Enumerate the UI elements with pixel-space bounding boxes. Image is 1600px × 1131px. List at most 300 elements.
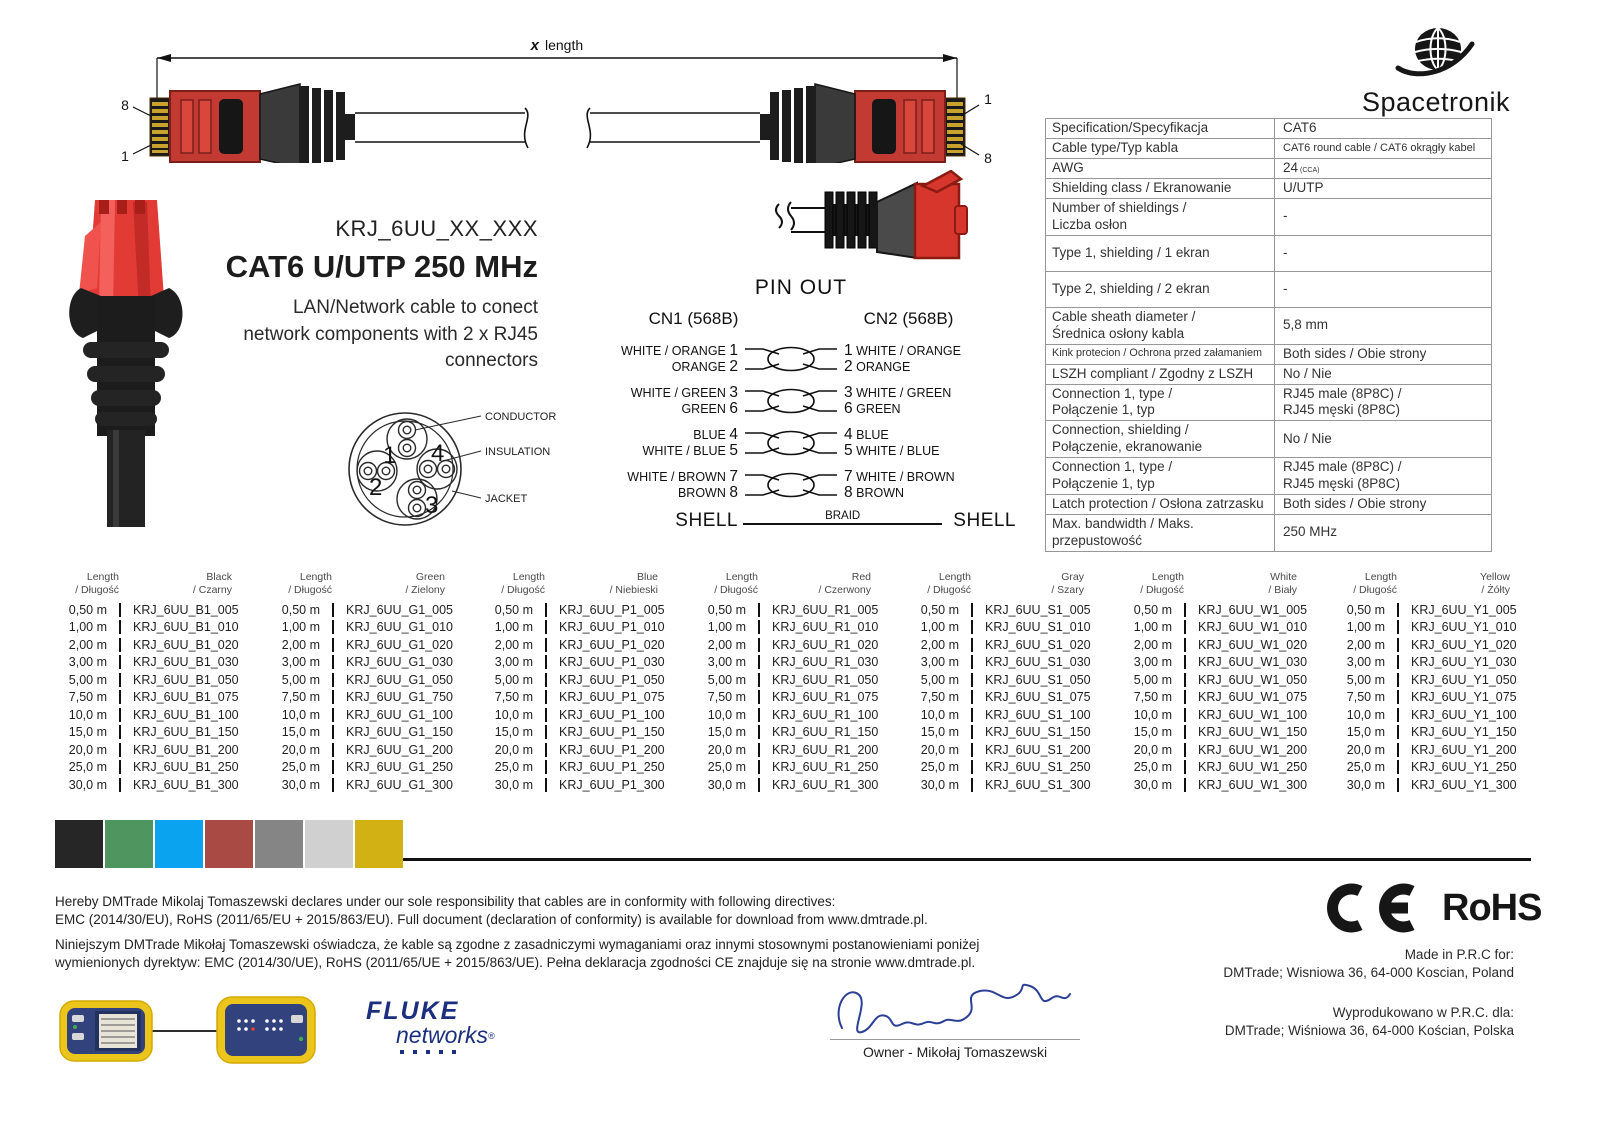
ce-mark (1322, 882, 1426, 934)
pin-left-label (586, 485, 738, 501)
pin-label-text: BLUE (693, 428, 726, 442)
part-table-row (907, 741, 1120, 759)
color-header (332, 571, 481, 596)
length-cell: 25,0 m (281, 760, 320, 775)
color-name-pl: / Żółty (1481, 583, 1510, 596)
length-cell: 25,0 m (1346, 760, 1385, 775)
part-table-row (481, 759, 694, 777)
spec-label (1046, 495, 1275, 514)
length-header-line: Length (1364, 571, 1397, 583)
declaration-line: EMC (2014/30/EU), RoHS (2011/65/EU + 2015/863/EU). Full document (declaration of conformity) is available for download from www.dmtrade.pl. (55, 911, 928, 927)
pin-label-text: ORANGE (856, 360, 911, 374)
spec-table (1045, 118, 1492, 552)
pin-callout: 1 (121, 148, 129, 163)
part-table-group (1333, 571, 1546, 794)
part-number-cell: KRJ_6UU_P1_075 (545, 690, 665, 704)
part-table-row (55, 689, 268, 707)
part-number-cell: KRJ_6UU_R1_010 (758, 620, 878, 634)
spec-value (1275, 159, 1491, 178)
length-header (1333, 571, 1397, 596)
part-table-row (1120, 671, 1333, 689)
cross-section-labels (485, 411, 556, 505)
pinout-pair-row (586, 342, 1016, 376)
part-number-cell: KRJ_6UU_P1_020 (545, 638, 665, 652)
certification-marks (1322, 882, 1541, 934)
spec-label-line: LSZH compliant / Zgodny z LSZH (1052, 365, 1254, 381)
braid-connection (738, 510, 947, 532)
pin-number: 7 (729, 468, 738, 485)
length-cell: 2,00 m (494, 637, 533, 652)
color-swatches (55, 820, 405, 868)
length-cell: 15,0 m (281, 725, 320, 740)
part-table-row (907, 636, 1120, 654)
spec-value (1275, 308, 1491, 344)
spec-row (1046, 236, 1491, 272)
part-table-row (1333, 654, 1546, 672)
declaration-line: Hereby DMTrade Mikolaj Tomaszewski declares under our sole responsibility that cables are in conformity with following directives: (55, 894, 836, 909)
pinout-pairs (586, 342, 1016, 502)
dimension-label: length (545, 37, 584, 53)
part-table-row (1333, 619, 1546, 637)
pin-number: 6 (844, 400, 853, 417)
part-table-row (1333, 776, 1546, 794)
color-name-pl: / Czarny (192, 583, 232, 596)
pair-number: 3 (425, 492, 439, 519)
registered-mark: ® (488, 1031, 495, 1041)
color-header (1184, 571, 1333, 596)
rj45-connector-drawing (765, 170, 970, 270)
length-header (1120, 571, 1184, 596)
part-number-cell: KRJ_6UU_R1_030 (758, 655, 878, 669)
part-number-cell: KRJ_6UU_S1_005 (971, 603, 1091, 617)
declaration-en (55, 893, 928, 928)
spec-label (1046, 421, 1275, 457)
length-cell: 0,50 m (1133, 602, 1172, 617)
pin-callout: 1 (984, 91, 992, 107)
part-table-header (481, 571, 694, 596)
divider-line (403, 858, 1531, 861)
color-header (758, 571, 907, 596)
spec-value-line: CAT6 round cable / CAT6 okrągły kabel (1283, 141, 1476, 154)
pinout-pair-row (586, 426, 1016, 460)
jacket-circle (349, 413, 461, 525)
length-cell: 20,0 m (494, 742, 533, 757)
cable-length-diagram (95, 28, 1020, 163)
logo-dot (452, 1050, 456, 1054)
logo-dot (413, 1050, 417, 1054)
pin-number: 3 (844, 384, 853, 401)
spec-label-line: Latch protection / Osłona zatrzasku (1052, 495, 1264, 511)
part-number-cell: KRJ_6UU_G1_250 (332, 760, 453, 774)
part-table-row (55, 706, 268, 724)
made-line: DMTrade; Wiśniowa 36, 64-000 Kościan, Polska (1224, 1023, 1514, 1038)
length-header-line: / Długość (927, 583, 971, 596)
pinout-left-labels (586, 469, 738, 501)
length-cell: 10,0 m (494, 707, 533, 722)
part-table-row (1120, 706, 1333, 724)
part-number-cell: KRJ_6UU_S1_020 (971, 638, 1091, 652)
pin-left-label (586, 469, 738, 485)
length-cell: 30,0 m (494, 777, 533, 792)
part-table-row (268, 619, 481, 637)
part-number-cell: KRJ_6UU_S1_075 (971, 690, 1091, 704)
logo-dot (439, 1050, 443, 1054)
pin-number: 8 (729, 484, 738, 501)
part-number-cell: KRJ_6UU_B1_030 (119, 655, 239, 669)
length-header-line: Length (512, 571, 545, 583)
part-table-row (907, 689, 1120, 707)
pin-left-label (586, 343, 738, 359)
braid-line (743, 523, 942, 525)
length-cell: 5,00 m (920, 672, 959, 687)
length-header-line: Length (938, 571, 971, 583)
part-table-row (694, 741, 907, 759)
length-cell: 30,0 m (1346, 777, 1385, 792)
part-table-row (694, 636, 907, 654)
part-table-row (694, 706, 907, 724)
part-number-cell: KRJ_6UU_W1_030 (1184, 655, 1307, 669)
networks-text: networks (396, 1022, 489, 1048)
arrowhead-left (157, 54, 171, 62)
pin-right-label (844, 359, 1016, 375)
part-number-cell: KRJ_6UU_P1_300 (545, 778, 665, 792)
color-swatch (105, 820, 153, 868)
spec-label-line: Connection, shielding / (1052, 422, 1189, 438)
part-table-header (694, 571, 907, 596)
part-number-cell: KRJ_6UU_B1_050 (119, 673, 239, 687)
pinout-twist (738, 468, 844, 502)
pinout-title: PIN OUT (754, 276, 848, 299)
spec-value-line: U/UTP (1283, 180, 1324, 196)
length-cell: 0,50 m (920, 602, 959, 617)
pin-label-text: WHITE / BLUE (856, 444, 940, 458)
length-cell: 7,50 m (1133, 690, 1172, 705)
length-cell: 5,00 m (494, 672, 533, 687)
part-table-header (55, 571, 268, 596)
part-table-row (268, 706, 481, 724)
fluke-networks-logo (366, 997, 526, 1054)
pin-left-label (586, 443, 738, 459)
length-cell: 3,00 m (707, 655, 746, 670)
part-table-row (268, 689, 481, 707)
part-table-group (268, 571, 481, 794)
part-table-row (907, 619, 1120, 637)
length-cell: 20,0 m (707, 742, 746, 757)
part-table-row (907, 671, 1120, 689)
part-number-cell: KRJ_6UU_R1_050 (758, 673, 878, 687)
spec-value-line: 24 (CCA) (1283, 160, 1320, 176)
spec-row (1046, 139, 1491, 159)
pin-label-text: GREEN (681, 402, 726, 416)
spec-label-line: Liczba osłon (1052, 216, 1128, 232)
length-cell: 1,00 m (920, 620, 959, 635)
spec-value (1275, 345, 1491, 364)
pin-label-text: WHITE / GREEN (630, 386, 726, 400)
length-cell: 15,0 m (1346, 725, 1385, 740)
part-number-cell: KRJ_6UU_Y1_200 (1397, 743, 1517, 757)
twisted-pair-symbol (743, 468, 839, 502)
pinout-twist (738, 384, 844, 418)
part-number-cell: KRJ_6UU_W1_250 (1184, 760, 1307, 774)
spec-label-line: Połączenie 1, typ (1052, 475, 1155, 491)
part-table-row (907, 759, 1120, 777)
spec-label-line: Specification/Specyfikacja (1052, 120, 1209, 136)
part-number-cell: KRJ_6UU_R1_300 (758, 778, 878, 792)
length-header-line: Length (725, 571, 758, 583)
spec-row (1046, 272, 1491, 308)
spec-label-line: AWG (1052, 160, 1084, 176)
insulation-label: INSULATION (485, 446, 551, 458)
pinout-right-labels (844, 427, 1016, 459)
part-number-cell: KRJ_6UU_S1_030 (971, 655, 1091, 669)
part-table-row (481, 601, 694, 619)
part-number-cell: KRJ_6UU_S1_050 (971, 673, 1091, 687)
part-table-row (481, 619, 694, 637)
color-header (545, 571, 694, 596)
spec-row (1046, 365, 1491, 385)
length-cell: 1,00 m (68, 620, 107, 635)
part-table-row (55, 759, 268, 777)
part-table-row (1333, 759, 1546, 777)
part-number-cell: KRJ_6UU_R1_005 (758, 603, 878, 617)
pin-number: 6 (729, 400, 738, 417)
spec-label (1046, 139, 1275, 158)
length-cell: 5,00 m (1346, 672, 1385, 687)
part-number-cell: KRJ_6UU_P1_250 (545, 760, 665, 774)
length-header-line: Length (299, 571, 332, 583)
logo-dot (400, 1050, 404, 1054)
color-name-pl: / Czerwony (818, 583, 871, 596)
part-table-row (1333, 636, 1546, 654)
spec-value-line: No / Nie (1283, 365, 1332, 381)
part-table-row (694, 724, 907, 742)
spec-label-line: Connection 1, type / (1052, 385, 1173, 401)
part-number-cell: KRJ_6UU_G1_005 (332, 603, 453, 617)
part-number-cell: KRJ_6UU_R1_150 (758, 725, 878, 739)
part-number-cell: KRJ_6UU_W1_150 (1184, 725, 1307, 739)
length-cell: 5,00 m (707, 672, 746, 687)
part-number-cell: KRJ_6UU_G1_750 (332, 690, 453, 704)
part-number-cell: KRJ_6UU_Y1_030 (1397, 655, 1517, 669)
spec-label-line: Max. bandwidth / Maks. przepustowość (1052, 515, 1194, 548)
length-cell: 25,0 m (494, 760, 533, 775)
shell-left-label: SHELL (675, 510, 738, 531)
length-cell: 15,0 m (494, 725, 533, 740)
part-table-group (481, 571, 694, 794)
cn1-label: CN1 (568B) (648, 309, 739, 328)
length-cell: 15,0 m (68, 725, 107, 740)
part-table-row (1333, 671, 1546, 689)
length-cell: 10,0 m (920, 707, 959, 722)
length-cell: 1,00 m (1133, 620, 1172, 635)
color-swatch (255, 820, 303, 868)
product-description (200, 295, 538, 375)
color-name-pl: / Zielony (405, 583, 445, 596)
pinout-right-labels (844, 469, 1016, 501)
rohs-mark: RoHS (1442, 886, 1542, 929)
part-table-group (1120, 571, 1333, 794)
part-table-header (268, 571, 481, 596)
length-cell: 3,00 m (1133, 655, 1172, 670)
part-number-cell: KRJ_6UU_P1_100 (545, 708, 665, 722)
spec-label (1046, 345, 1275, 364)
part-table-row (268, 759, 481, 777)
part-number-cell: KRJ_6UU_Y1_250 (1397, 760, 1517, 774)
part-number-cell: KRJ_6UU_S1_300 (971, 778, 1091, 792)
part-table-row (481, 741, 694, 759)
part-number-cell: KRJ_6UU_R1_020 (758, 638, 878, 652)
length-cell: 1,00 m (707, 620, 746, 635)
pin-label-text: ORANGE (671, 360, 726, 374)
part-number-cell: KRJ_6UU_B1_075 (119, 690, 239, 704)
made-line: DMTrade; Wisniowa 36, 64-000 Koscian, Poland (1223, 965, 1514, 980)
length-cell: 15,0 m (1133, 725, 1172, 740)
spec-label-line: Number of shieldings / (1052, 200, 1187, 215)
part-number-cell: KRJ_6UU_R1_250 (758, 760, 878, 774)
part-number-cell: KRJ_6UU_W1_020 (1184, 638, 1307, 652)
length-cell: 25,0 m (707, 760, 746, 775)
pin-left-label (586, 385, 738, 401)
part-number-cell: KRJ_6UU_B1_100 (119, 708, 239, 722)
shell-right-label: SHELL (953, 510, 1016, 531)
pair-number: 1 (383, 442, 397, 469)
length-cell: 15,0 m (920, 725, 959, 740)
spec-value-line: - (1283, 280, 1288, 296)
length-cell: 2,00 m (920, 637, 959, 652)
cn2-label: CN2 (568B) (863, 309, 954, 328)
spec-value-suffix: (CCA) (1300, 167, 1320, 175)
part-table-row (481, 706, 694, 724)
part-table-row (481, 636, 694, 654)
part-number-cell: KRJ_6UU_B1_010 (119, 620, 239, 634)
length-cell: 7,50 m (68, 690, 107, 705)
pin-right-label (844, 427, 1016, 443)
spec-row (1046, 515, 1491, 552)
spec-row (1046, 495, 1491, 515)
part-tables (55, 571, 1547, 794)
pinout-left-labels (586, 343, 738, 375)
part-table-row (694, 671, 907, 689)
spec-row (1046, 345, 1491, 365)
spec-value-line: Both sides / Obie strony (1283, 345, 1427, 361)
part-number-cell: KRJ_6UU_R1_075 (758, 690, 878, 704)
length-header (268, 571, 332, 596)
part-table-row (1120, 759, 1333, 777)
color-swatch (205, 820, 253, 868)
length-cell: 2,00 m (1346, 637, 1385, 652)
pin-right-label (844, 469, 1016, 485)
pinout-shell-row (586, 510, 1016, 532)
part-number-cell: KRJ_6UU_G1_300 (332, 778, 453, 792)
spec-label-line: Connection 1, type / (1052, 459, 1173, 474)
declaration-pl (55, 936, 979, 971)
pin-label-text: BROWN (856, 486, 905, 500)
spec-label (1046, 119, 1275, 138)
pinout-twist (738, 426, 844, 460)
spec-label-line: Połączenie 1, typ (1052, 402, 1155, 418)
part-table-row (1120, 689, 1333, 707)
part-number-cell: KRJ_6UU_G1_200 (332, 743, 453, 757)
description-line: connectors (445, 350, 538, 372)
spec-label (1046, 179, 1275, 198)
part-number-cell: KRJ_6UU_R1_200 (758, 743, 878, 757)
pin-right-label (844, 385, 1016, 401)
length-cell: 25,0 m (1133, 760, 1172, 775)
part-number-cell: KRJ_6UU_W1_005 (1184, 603, 1307, 617)
spec-label (1046, 458, 1275, 494)
spec-value (1275, 119, 1491, 138)
part-number-cell: KRJ_6UU_B1_300 (119, 778, 239, 792)
part-number-cell: KRJ_6UU_G1_150 (332, 725, 453, 739)
part-number-cell: KRJ_6UU_Y1_150 (1397, 725, 1517, 739)
manufacturer-info (1223, 946, 1514, 1040)
pair-number: 2 (369, 474, 383, 501)
part-table-row (481, 689, 694, 707)
length-cell: 10,0 m (68, 707, 107, 722)
length-cell: 5,00 m (68, 672, 107, 687)
part-number-cell: KRJ_6UU_P1_150 (545, 725, 665, 739)
pin-left-label (586, 401, 738, 417)
spec-row (1046, 385, 1491, 422)
spec-row (1046, 458, 1491, 495)
part-table-row (694, 689, 907, 707)
part-table-row (1120, 654, 1333, 672)
pin-right-label (844, 443, 1016, 459)
spec-label-line: Shielding class / Ekranowanie (1052, 180, 1232, 196)
length-cell: 10,0 m (1133, 707, 1172, 722)
length-cell: 5,00 m (1133, 672, 1172, 687)
color-swatch (55, 820, 103, 868)
part-table-row (55, 654, 268, 672)
part-number-cell: KRJ_6UU_B1_150 (119, 725, 239, 739)
length-cell: 0,50 m (494, 602, 533, 617)
jacket-label: JACKET (485, 493, 528, 505)
part-table-row (55, 724, 268, 742)
color-name-en: Blue (636, 571, 658, 583)
spec-label-line: Cable sheath diameter / (1052, 308, 1196, 324)
length-cell: 3,00 m (494, 655, 533, 670)
part-number-cell: KRJ_6UU_P1_200 (545, 743, 665, 757)
spec-row (1046, 159, 1491, 179)
part-table-row (268, 636, 481, 654)
color-name-pl: / Biały (1268, 583, 1297, 596)
part-number-cell: KRJ_6UU_R1_100 (758, 708, 878, 722)
connector-names (586, 309, 1016, 329)
spec-label (1046, 272, 1275, 307)
length-cell: 25,0 m (920, 760, 959, 775)
part-table-row (268, 724, 481, 742)
description-line: LAN/Network cable to conect (292, 297, 538, 318)
part-number-cell: KRJ_6UU_G1_020 (332, 638, 453, 652)
pin-label-text: BLUE (856, 428, 889, 442)
part-number-cell: KRJ_6UU_B1_005 (119, 603, 239, 617)
length-cell: 25,0 m (68, 760, 107, 775)
brand-logo (1348, 22, 1524, 118)
pin-left-label (586, 359, 738, 375)
spec-value (1275, 385, 1491, 421)
networks-wordmark (396, 1022, 526, 1049)
part-table-header (1120, 571, 1333, 596)
length-header-line: / Długość (501, 583, 545, 596)
pinout-right-labels (844, 343, 1016, 375)
part-number-cell: KRJ_6UU_S1_200 (971, 743, 1091, 757)
length-cell: 2,00 m (68, 637, 107, 652)
part-table-row (481, 776, 694, 794)
part-number-cell: KRJ_6UU_P1_050 (545, 673, 665, 687)
pinout-pair-row (586, 468, 1016, 502)
part-number-cell: KRJ_6UU_W1_050 (1184, 673, 1307, 687)
brand-name: Spacetronik (1361, 87, 1511, 117)
